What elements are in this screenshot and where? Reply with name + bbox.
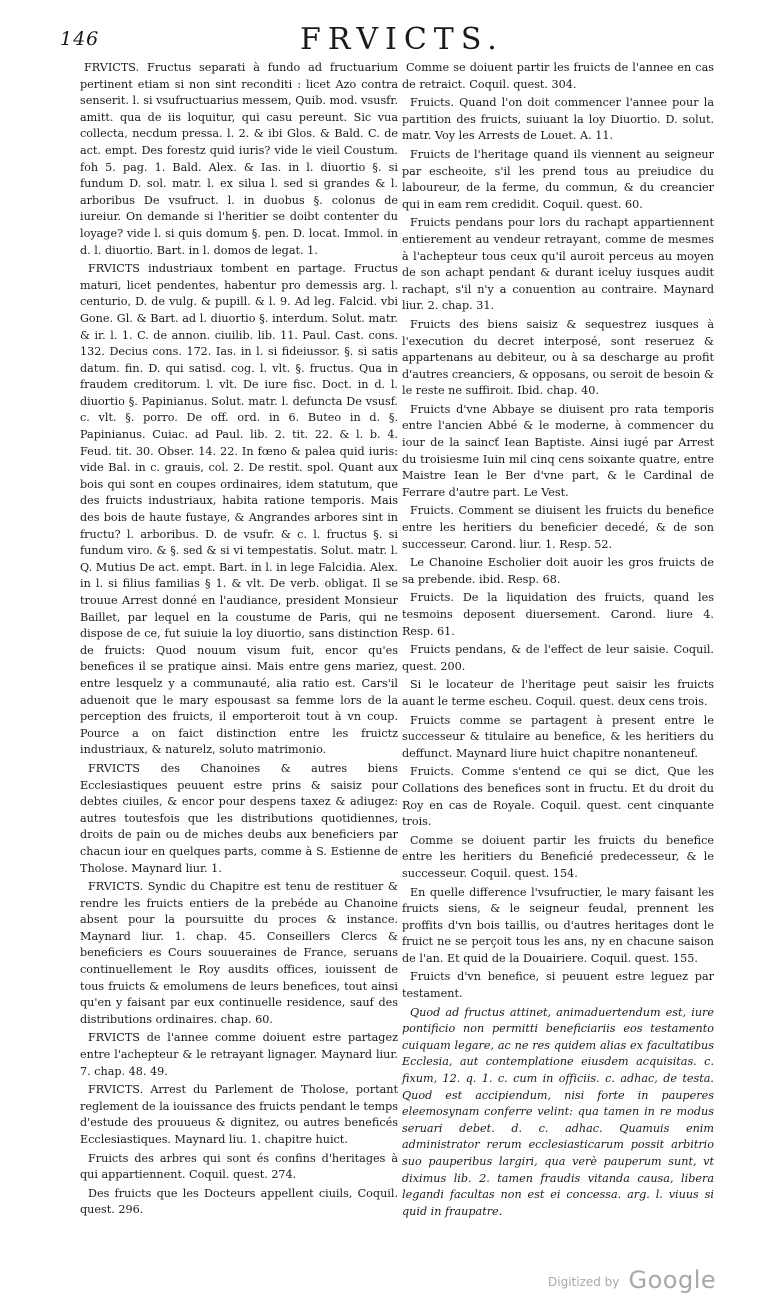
entry-paragraph: Fruicts. Comment se diuisent les fruicts du benefice entre les heritiers du beneficier decedé, & de son successeur. Carond. liur. 1. Resp. 52. <box>402 504 714 551</box>
entry-paragraph: Si le locateur de l'heritage peut saisir les fruicts auant le terme escheu. Coquil. quest. deux cens trois. <box>402 678 714 708</box>
entry-paragraph: Comme se doiuent partir les fruicts du benefice entre les heritiers du Beneficié predecesseur, & le successeur. Coquil. quest. 154. <box>402 833 714 880</box>
digitized-by-label: Digitized by <box>548 1275 620 1289</box>
entry-paragraph: Des fruicts que les Docteurs appellent ciuils, Coquil. quest. 296. <box>80 1186 398 1217</box>
entry-paragraph: En quelle difference l'vsufructier, le mary faisant les fruicts siens, & le seigneur feudal, prennent les proffits d'vn bois taillis, ou d'autres heritages dont le fruict ne se perçoit tous les ans, ny en chacune saison de l'an. Et quid de la Douairiere. Coquil. quest. 155. <box>402 885 714 965</box>
entry-paragraph: FRVICTS. Arrest du Parlement de Tholose, portant reglement de la iouissance des fruicts pendant le temps d'estude des prouueus & dignitez, ou autres beneficés Ecclesiastiques. Maynard liu. 1. chapitre huict. <box>80 1083 398 1146</box>
entry-paragraph: FRVICTS industriaux tombent en partage. Fructus maturi, licet pendentes, habentur pro demessis arg. l. centurio, D. de vulg. & pupill. & l. 9. Ad leg. Falcid. vbi Gone. Gl. & Bart. ad l. diuortio §. interdum. Solut. matr. & ir. l. 1. C. de annon. ciuilib. lib. 11. Paul. Cast. cons. 132. Decius cons. 172. Ias. in l. si fideiussor. §. si satis datum. fin. D. qui satisd. cog. l. vlt. §. fructus. Qua in fraudem creditorum. l. vlt. De iure fisc. Doct. in d. l. diuortio §. Papinianus. Solut. matr. l. defuncta De vsusf. c. vlt. §. porro. De off. ord. in 6. Buteo in d. §. Papinianus. Cuiac. ad Paul. lib. 2. tit. 22. & l. b. 4. Feud. tit. 30. Obser. 14. 22. In fœno & palea quid iuris: vide Bal. in c. grauis, col. 2. De restit. spol. Quant aux bois qui sont en coupes ordinaires, idem statutum, que des fruicts industriaux, habita ratione temporis. Mais des bois de haute fustaye, & Angrandes arbores sint in fructu? l. arboribus. D. de vsufr. & c. l. fructus §. si fundum viro. & §. sed & si vi tempestatis. Solut. matr. l. Q. Mutius De act. empt. Bart. in l. in lege Falcidia. Alex. in l. si filius familias § 1. & vlt. De verb. obligat. Il se trouue Arrest donné en l'audiance, president Monsieur Baillet, par lequel en la coustume de Paris, qui ne dispose de ce, fut suiuie la loy diuortio, sans distinction de fruicts: Quod nouum visum fuit, encor qu'es benefices il se pratique ainsi. Mais entre gens mariez, entre lesquelz y a communauté, alia ratio est. Cars'il aduenoit que le mary espousast sa femme lors de la perception des fruicts, il emporteroit tout à vn coup. Pource a on faict distinction entre les fruictz industriaux, & naturelz, soluto matrimonio. <box>80 262 398 757</box>
entry-paragraph: Fruicts. De la liquidation des fruicts, quand les tesmoins deposent diuersement. Carond. liure 4. Resp. 61. <box>402 591 714 638</box>
entry-paragraph: FRVICTS. Fructus separati à fundo ad fructuarium pertinent etiam si non sint reconditi : licet Azo contra senserit. l. si vsufructuarius messem, Quib. mod. vsusfr. amitt. qua de iis loquitur, qui casu pereunt. Sic vua collecta, necdum pressa. l. 2. & ibi Glos. & Bald. C. de act. empt. Des forestz quid iuris? vide le vieil Coustum. foh 5. pag. 1. Bald. Alex. & Ias. in l. diuortio §. si fundum D. sol. matr. l. ex silua l. sed si grandes & l. arboribus De vsufruct. l. in duobus §. colonus de iureiur. On demande si l'heritier se doibt contenter du loyage? vide l. si quis domum §. pen. D. locat. Immol. in d. l. diuortio. Bart. in l. domos de legat. 1. <box>80 61 398 257</box>
entry-paragraph: Fruicts comme se partagent à present entre le successeur & titulaire au benefice, & les heritiers du deffunct. Maynard liure huict chapitre nonanteneuf. <box>402 713 714 760</box>
latin-quote-paragraph: Quod ad fructus attinet, animaduertendum est, iure pontificio non permitti beneficiariis eos testamento cuiquam legare, ac ne res quidem alias ex facultatibus Ecclesia, aut contemplatione eiusdem acquisitas. c. fixum, 12. q. 1. c. cum in officiis. c. adhac, de testa. Quod est accipiendum, nisi forte in pauperes eleemosynam conferre velint: qua tamen in re modus seruari debet. d. c. adhac. Quamuis enim administrator rerum ecclesiasticarum possit arbitrio suo pauperibus largiri, qua verè pauperum sunt, vt diximus lib. 2. tamen fraudis vitanda causa, libera legandi facultas non est ei concessa. arg. l. viuus si quid in fraupatre. <box>402 1005 714 1218</box>
entry-paragraph: Fruicts. Quand l'on doit commencer l'annee pour la partition des fruicts, suiuant la loy Diuortio. D. solut. matr. Voy les Arrests de Louet. A. 11. <box>402 96 714 143</box>
entry-paragraph: Fruicts des arbres qui sont és confins d'heritages à qui appartiennent. Coquil. quest. 274. <box>80 1151 398 1182</box>
entry-paragraph: Fruicts de l'heritage quand ils viennent au seigneur par escheoite, s'il les prend tous au preiudice du laboureur, de la ferme, du commun, & du creancier qui in eam rem credidit. Coquil. quest. 60. <box>402 147 714 211</box>
entry-paragraph: Fruicts d'vne Abbaye se diuisent pro rata temporis entre l'ancien Abbé & le moderne, à commencer du iour de la saincť Iean Baptiste. Ainsi iugé par Arrest du troisiesme Iuin mil cinq cens soixante quatre, entre Maistre Iean le Ber d'vne part, & le Cardinal de Ferrare d'autre part. Le Vest. <box>402 402 714 499</box>
digitized-watermark <box>548 1266 716 1294</box>
right-column <box>402 60 714 1222</box>
entry-paragraph: Le Chanoine Escholier doit auoir les gros fruicts de sa prebende. ibid. Resp. 68. <box>402 556 714 586</box>
entry-paragraph: Fruicts. Comme s'entend ce qui se dict, Que les Collations des benefices sont in fructu. Et du droit du Roy en cas de Royale. Coquil. quest. cent cinquante trois. <box>402 765 714 829</box>
entry-paragraph: FRVICTS de l'annee comme doiuent estre partagez entre l'achepteur & le retrayant lignager. Maynard liur. 7. chap. 48. 49. <box>80 1031 398 1078</box>
entry-paragraph: FRVICTS. Syndic du Chapitre est tenu de restituer & rendre les fruicts entiers de la prebéde au Chanoine absent pour la poursuitte du proces & instance. Maynard liur. 1. chap. 45. Conseillers Clercs & beneficiers es Cours souueraines de France, seruans continuellement le Roy ausdits offices, iouissent de tous fruicts & emolumens de leurs benefices, tout ainsi qu'en y faisant par eux continuelle residence, sauf des distributions ordinaires. chap. 60. <box>80 880 398 1026</box>
entry-paragraph: Fruicts des biens saisiz & sequestrez iusques à l'execution du decret interposé, sont reseruez & appartenans au debiteur, ou à sa descharge au profit d'autres creanciers, & opposans, ou seroit de besoin & le reste ne suffiroit. Ibid. chap. 40. <box>402 317 714 398</box>
google-logo: Google <box>628 1266 717 1294</box>
page-number: 146 <box>60 28 100 50</box>
entry-paragraph: Comme se doiuent partir les fruicts de l'annee en cas de retraict. Coquil. quest. 304. <box>402 61 714 91</box>
left-column <box>80 60 398 1221</box>
running-title: FRVICTS. <box>300 22 504 57</box>
entry-paragraph: Fruicts d'vn benefice, si peuuent estre leguez par testament. <box>402 970 714 1001</box>
entry-paragraph: FRVICTS des Chanoines & autres biens Ecclesiastiques peuuent estre prins & saisiz pour debtes ciuiles, & encor pour despens taxez & adiugez: autres toutesfois que les distributions quotidiennes, droits de pain ou de miches deubs aux beneficiers par chacun iour en quelques parts, comme à S. Estienne de Tholose. Maynard liur. 1. <box>80 761 398 875</box>
entry-paragraph: Fruicts pendans, & de l'effect de leur saisie. Coquil. quest. 200. <box>402 643 714 673</box>
entry-paragraph: Fruicts pendans pour lors du rachapt appartiennent entierement au vendeur retrayant, comme de mesmes à l'achepteur tous ceux qu'il auroit perceus au moyen de son achapt pendant & durant iceluy iusques audit rachapt, s'il n'y a conuention au contraire. Maynard liur. 2. chap. 31. <box>402 216 714 313</box>
